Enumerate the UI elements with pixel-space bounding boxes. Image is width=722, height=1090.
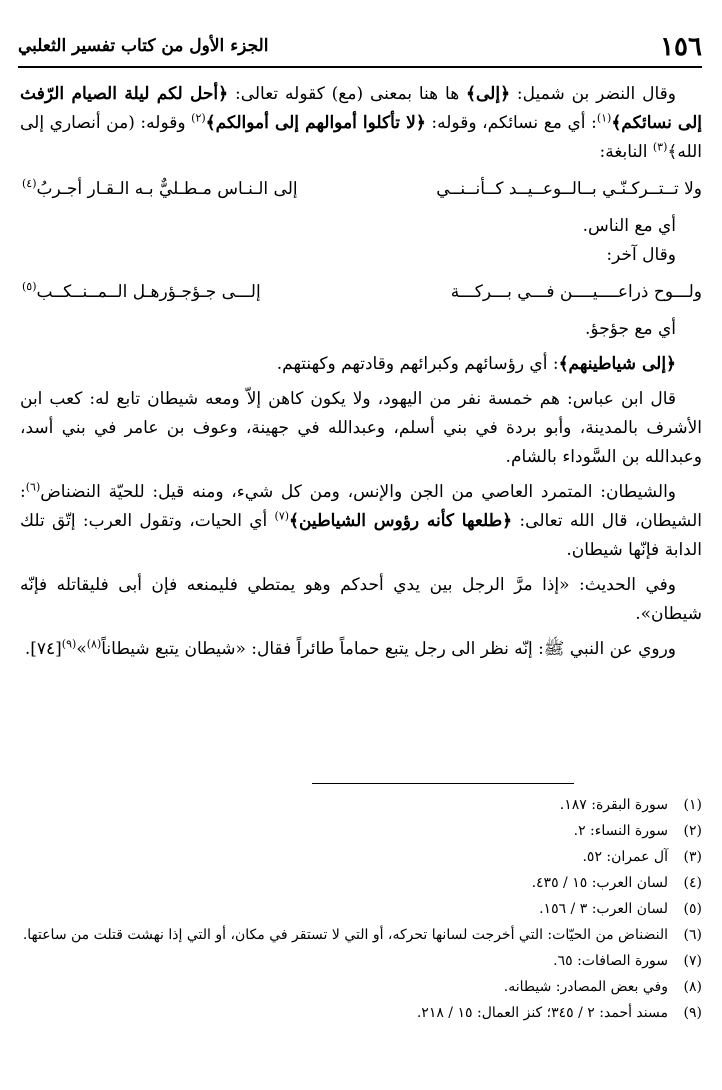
another-said-line: وقال آخر: <box>606 245 676 265</box>
shayatin-line <box>20 350 702 379</box>
footnote-number: (٢) <box>683 823 702 839</box>
gloss-line: أي مع جؤجؤ. <box>585 319 676 339</box>
verse-second-hemistich-wrap <box>20 278 261 307</box>
text-run: ها هنا بمعنى (مع) كقوله تعالى: <box>228 84 467 104</box>
footnote-ref[interactable]: (٤) <box>22 177 37 191</box>
text-run: » <box>76 639 87 659</box>
footnote-text: لسان العرب: ٣ / ١٥٦. <box>539 901 668 917</box>
paragraph-nabi <box>20 635 702 664</box>
footnote-text: النضناض من الحيّات: التي أخرجت لسانها تحركه، أو التي لا تستقر في مكان، أو التي إذا نهشت قتلت من ساعتها. <box>22 927 668 943</box>
footnote-number: (٥) <box>683 901 702 917</box>
footnote-text: سورة الصافات: ٦٥. <box>553 953 668 969</box>
footnote-ref[interactable]: (٢) <box>191 111 206 125</box>
footnote-ref[interactable]: (٥) <box>22 280 37 294</box>
footnote-text: لسان العرب: ١٥ / ٤٣٥. <box>531 875 668 891</box>
verse-second-hemistich: إلى الـنـاس مـطـليٌّ بـه الـقـار أجـربُ <box>36 179 298 199</box>
verse-first-hemistich: ولـــوح ذراعــــيــــن فـــي بـــركـــة <box>450 282 702 302</box>
quran-quote: ﴿إلى شياطينهم﴾ <box>558 354 676 374</box>
page-header <box>18 26 702 68</box>
footnote-divider <box>312 783 574 784</box>
footnotes-list <box>20 792 702 1026</box>
footnote-ref[interactable]: (٣) <box>652 140 668 154</box>
running-title: الجزء الأول من كتاب تفسير الثعلبي <box>18 36 269 56</box>
footnote-ref[interactable]: (٧) <box>274 509 290 523</box>
footnote-text: آل عمران: ٥٢. <box>582 849 668 865</box>
gloss-line: أي مع الناس. <box>582 216 676 236</box>
text-run: : أي رؤسائهم وكبرائهم وقادتهم وكهنتهم. <box>276 354 559 374</box>
text-run: النابغة: <box>599 142 653 162</box>
poetry-verse <box>20 278 702 307</box>
footnote-number: (١) <box>683 797 702 813</box>
text-run: أي الحيات، وتقول العرب: إتّق تلك الدابة فإنّها شيطان. <box>20 511 702 560</box>
verse-second-hemistich: إلـــى جـؤجـؤرهـل الــمــنــكــب <box>36 282 261 302</box>
quran-quote: ﴿إلى﴾ <box>466 84 511 104</box>
paragraph-hadith: وفي الحديث: «إذا مرَّ الرجل بين يدي أحدكم وهو يمتطي فليمنعه فإن أبى فليقاتله فإنّه شيطان». <box>20 575 702 624</box>
footnote-number: (٤) <box>683 875 702 891</box>
verse-first-hemistich: ولا تــتــركـنّـي بــالــوعــيــد كــأنــنــي <box>436 179 702 199</box>
paragraph-shaytan <box>20 478 702 565</box>
text-run: : أي مع نسائكم، وقوله: <box>425 113 597 133</box>
quran-quote: ﴿لا تأكلوا أموالهم إلى أموالكم﴾ <box>205 113 426 133</box>
footnote-number: (٣) <box>683 849 702 865</box>
verse-second-hemistich-wrap <box>20 175 298 204</box>
footnote-ref[interactable]: (٦) <box>25 480 41 494</box>
footnote-item <box>20 792 702 818</box>
text-run: [٧٤]. <box>24 639 62 659</box>
footnote-number: (٧) <box>683 953 702 969</box>
footnote-text: سورة البقرة: ١٨٧. <box>559 797 668 813</box>
paragraph-ibn-abbas: قال ابن عباس: هم خمسة نفر من اليهود، ولا يكون كاهن إلاّ ومعه شيطان تابع له: كعب ابن الأشرف بالمدينة، وأبو بردة في بني أسلم، وعبدالله في جهينة، وعوف بن عامر في بني أسد، وعبدالله بن السَّوداء بالشام. <box>20 389 702 467</box>
footnote-item <box>20 974 702 1000</box>
text-run: والشيطان: المتمرد العاصي من الجن والإنس، ومن كل شيء، ومنه قيل: للحيّة النضناض <box>40 482 676 502</box>
main-text <box>20 80 702 664</box>
text-run: وقال النضر بن شميل: <box>510 84 676 104</box>
footnote-item <box>20 844 702 870</box>
text-run: وروي عن النبي ﷺ: إنّه نظر الى رجل يتبع حماماً طائراً فقال: «شيطان يتبع شيطاناً <box>101 639 676 659</box>
footnote-item <box>20 922 702 948</box>
footnote-number: (٩) <box>683 1005 702 1021</box>
footnote-text: وفي بعض المصادر: شيطانه. <box>503 979 668 995</box>
footnote-ref[interactable]: (١) <box>596 111 612 125</box>
footnote-item <box>20 1000 702 1026</box>
paragraph-nadr <box>20 80 702 167</box>
quran-quote: ﴿طلعها كأنه رؤوس الشياطين﴾ <box>289 511 513 531</box>
text-run: وقوله: (من أنصاري إلى الله﴾ <box>20 113 702 162</box>
footnote-item <box>20 870 702 896</box>
text-run: : الشيطان، قال الله تعالى: <box>20 482 703 531</box>
poetry-verse <box>20 175 702 204</box>
footnote-number: (٦) <box>683 927 702 943</box>
page-number: ١٥٦ <box>660 32 702 62</box>
footnote-text: سورة النساء: ٢. <box>573 823 668 839</box>
footnote-item <box>20 818 702 844</box>
footnote-item <box>20 896 702 922</box>
quran-quote: ﴿أحل لكم ليلة الصيام الرّفث إلى نسائكم﴾ <box>20 84 702 133</box>
footnote-ref[interactable]: (٨) <box>86 637 102 651</box>
footnote-ref[interactable]: (٩) <box>61 637 77 651</box>
footnote-item <box>20 948 702 974</box>
footnote-text: مسند أحمد: ٢ / ٣٤٥؛ كنز العمال: ١٥ / ٢١٨. <box>416 1005 668 1021</box>
footnote-number: (٨) <box>683 979 702 995</box>
